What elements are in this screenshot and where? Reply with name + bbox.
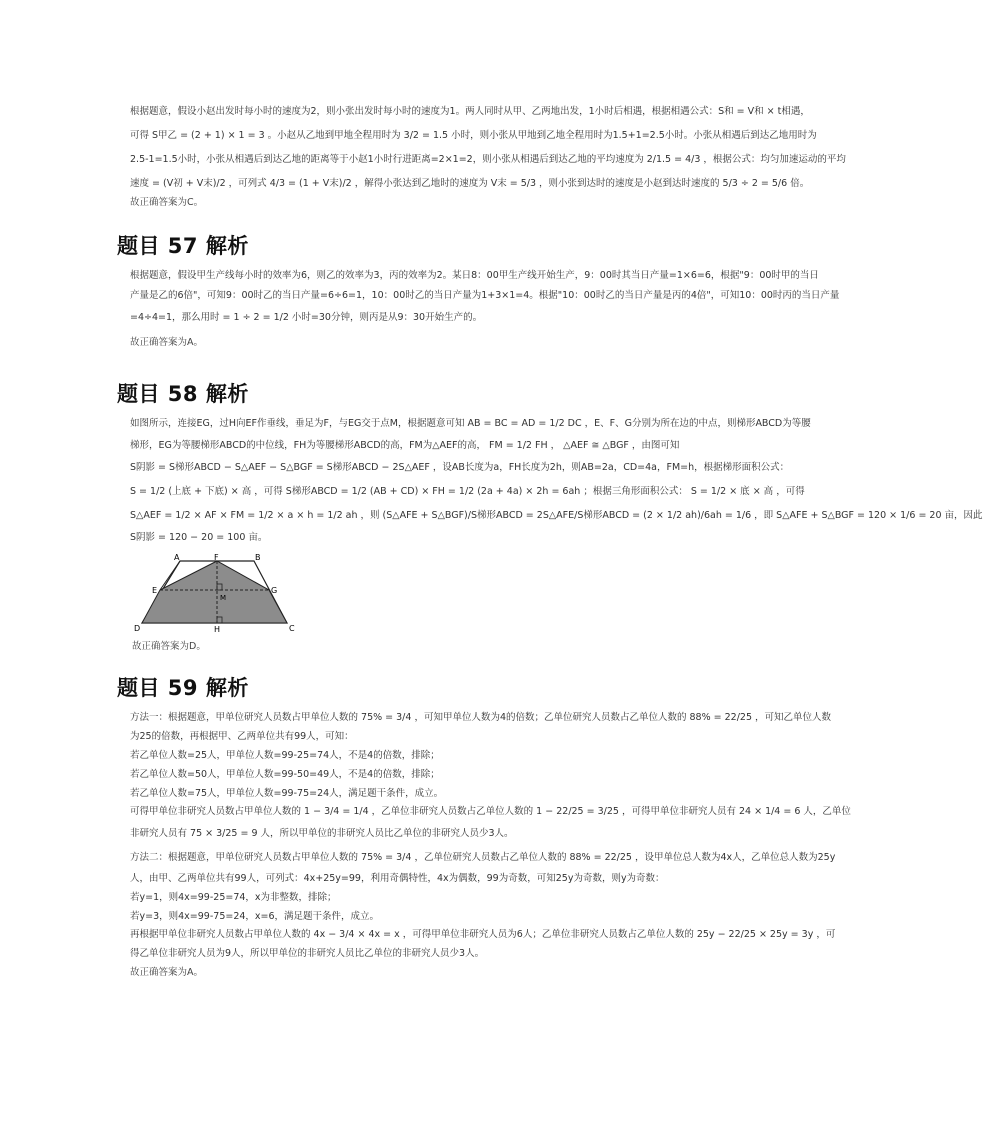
q59-line: 再根据甲单位非研究人员数占甲单位人数的 4x − 3/4 × 4x = x ，可得甲单位非研究人员为6人；乙单位非研究人员数占乙单位人数的 25y − 22/25 × 25y = 3y ，可 (130, 929, 836, 940)
q56-section (130, 104, 846, 209)
q57-line: 根据题意，假设甲生产线每小时的效率为6，则乙的效率为3，丙的效率为2。某日8：00甲生产线开始生产，9：00时其当日产量=1×6=6，根据"9：00时甲的当日 (130, 270, 819, 281)
q56-line: 根据题意，假设小赵出发时每小时的速度为2，则小张出发时每小时的速度为1。两人同时从甲、乙两地出发，1小时后相遇，根据相遇公式：S和 = V和 × t相遇， (130, 106, 810, 117)
q59-line: 方法一：根据题意，甲单位研究人员数占甲单位人数的 75% = 3/4 ，可知甲单位人数为4的倍数；乙单位研究人员数占乙单位人数的 88% = 22/25 ，可知乙单位人数 (130, 712, 832, 723)
q56-line: 2.5-1=1.5小时，小张从相遇后到达乙地的距离等于小赵1小时行进距离=2×1=2，则小张从相遇后到达乙地的平均速度为 2/1.5 = 4/3 ，根据公式：均匀加速运动的平均 (130, 154, 846, 165)
q59-line: 得乙单位非研究人员为9人，所以甲单位的非研究人员比乙单位的非研究人员少3人。 (130, 948, 485, 959)
q58-line: S = 1/2 (上底 + 下底) × 高 ，可得 S梯形ABCD = 1/2 (AB + CD) × FH = 1/2 (2a + 4a) × 2h = 6ah ；根据三角形面积公式： S = 1/2 × 底 × 高 ，可得 (130, 486, 805, 497)
q59-line: 若乙单位人数=50人，甲单位人数=99-50=49人，不是4的倍数，排除； (130, 769, 440, 780)
q59-answer: 故正确答案为A。 (130, 967, 203, 978)
label-f: F (214, 553, 219, 562)
label-b: B (255, 553, 261, 562)
label-h: H (214, 625, 221, 634)
q59-heading: 题目 59 解析 (117, 676, 249, 700)
q59-line: 非研究人员有 75 × 3/25 = 9 人，所以甲单位的非研究人员比乙单位的非研究人员少3人。 (130, 828, 514, 839)
q57-section (130, 268, 840, 349)
q59-line: 若y=1，则4x=99-25=74，x为非整数，排除； (130, 892, 337, 903)
shaded-region (142, 561, 287, 623)
trapezoid-figure (132, 553, 302, 636)
q58-section (130, 416, 983, 546)
q57-answer: 故正确答案为A。 (130, 337, 203, 348)
q57-heading: 题目 57 解析 (117, 234, 249, 258)
q58-answer: 故正确答案为D。 (132, 641, 206, 652)
q58-line: S阴影 = S梯形ABCD − S△AEF − S△BGF = S梯形ABCD − 2S△AEF ，设AB长度为a，FH长度为2h，则AB=2a，CD=4a，FM=h，根据梯形面积公式： (130, 462, 790, 473)
label-c: C (289, 624, 295, 633)
q58-line: S△AEF = 1/2 × AF × FM = 1/2 × a × h = 1/2 ah ，则 (S△AFE + S△BGF)/S梯形ABCD = 2S△AFE/S梯形ABCD = (2 × 1/2 ah)/6ah = 1/6 ，即 S△AFE + S△BGF = 120 × 1/6 = 20 亩，因此 (130, 510, 983, 521)
q56-line: 可得 S甲乙 = (2 + 1) × 1 = 3 。小赵从乙地到甲地全程用时为 3/2 = 1.5 小时，则小张从甲地到乙地全程用时为1.5+1=2.5小时。小张从相遇后到达乙地用时为 (130, 130, 817, 141)
label-d: D (134, 624, 141, 633)
label-m: M (220, 594, 227, 602)
q58-heading: 题目 58 解析 (117, 382, 249, 406)
q58-line: S阴影 = 120 − 20 = 100 亩。 (130, 532, 268, 543)
q57-line: 产量是乙的6倍"，可知9：00时乙的当日产量=6÷6=1，10：00时乙的当日产量为1+3×1=4。根据"10：00时乙的当日产量是丙的4倍"，可知10：00时丙的当日产量 (130, 290, 840, 301)
q57-line: =4÷4=1，那么用时 = 1 ÷ 2 = 1/2 小时=30分钟，则丙是从9：30开始生产的。 (130, 312, 483, 323)
label-a: A (174, 553, 180, 562)
q59-section (130, 710, 851, 979)
q59-line: 可得甲单位非研究人员数占甲单位人数的 1 − 3/4 = 1/4 ，乙单位非研究人员数占乙单位人数的 1 − 22/25 = 3/25 ，可得甲单位非研究人员有 24 × 1/4 = 6 人，乙单位 (130, 806, 851, 817)
q59-line: 人，由甲、乙两单位共有99人，可列式：4x+25y=99，利用奇偶特性，4x为偶数，99为奇数，可知25y为奇数，则y为奇数： (130, 873, 665, 884)
q59-line: 若y=3，则4x=99-75=24，x=6，满足题干条件，成立。 (130, 911, 380, 922)
q56-line: 速度 = (V初 + V末)/2 ，可列式 4/3 = (1 + V末)/2 ，解得小张达到乙地时的速度为 V末 = 5/3 ，则小张到达时的速度是小赵到达时速度的 5/3 ÷ 2 = 5/6 倍。 (130, 178, 810, 189)
q59-line: 为25的倍数，再根据甲、乙两单位共有99人，可知： (130, 731, 354, 742)
q56-answer: 故正确答案为C。 (130, 197, 204, 208)
q59-line: 若乙单位人数=75人，甲单位人数=99-75=24人，满足题干条件，成立。 (130, 788, 444, 799)
q59-line: 若乙单位人数=25人，甲单位人数=99-25=74人，不是4的倍数，排除； (130, 750, 440, 761)
label-e: E (152, 586, 158, 595)
q58-line: 如图所示，连接EG，过H向EF作垂线，垂足为F，与EG交于点M，根据题意可知 AB = BC = AD = 1/2 DC ，E、F、G分别为所在边的中点，则梯形ABCD为等腰 (130, 418, 811, 429)
q58-line: 梯形，EG为等腰梯形ABCD的中位线，FH为等腰梯形ABCD的高，FM为△AEF的高， FM = 1/2 FH ， △AEF ≅ △BGF ，由图可知 (130, 440, 680, 451)
q59-line: 方法二：根据题意，甲单位研究人员数占甲单位人数的 75% = 3/4 ，乙单位研究人员数占乙单位人数的 88% = 22/25 ，设甲单位总人数为4x人，乙单位总人数为25y (130, 852, 836, 863)
label-g: G (271, 586, 278, 595)
